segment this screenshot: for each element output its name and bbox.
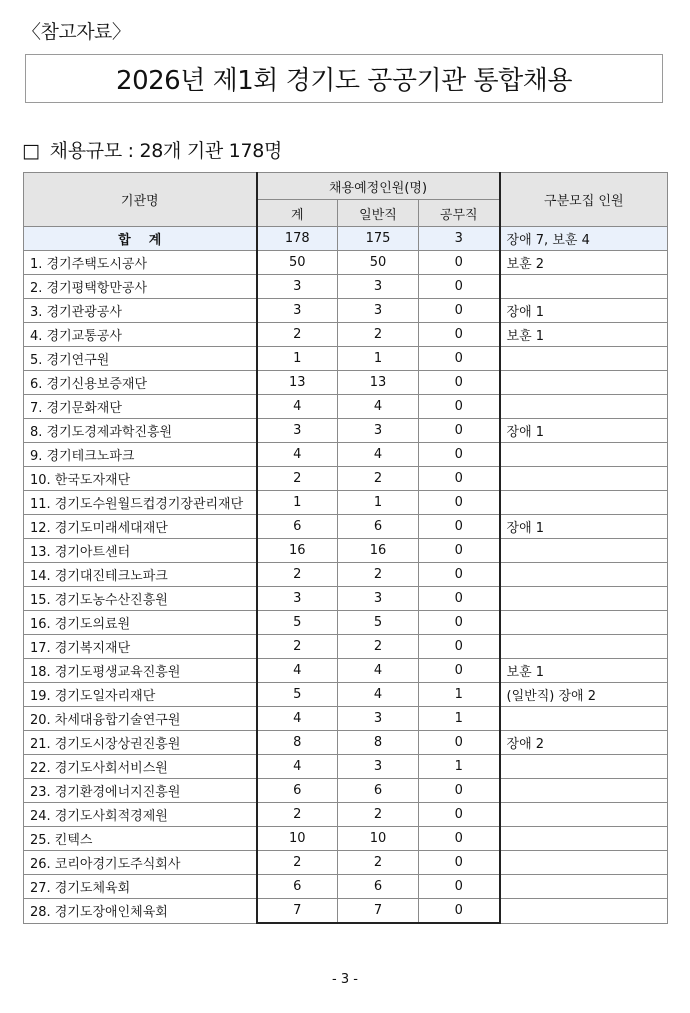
total-cell: 13 — [257, 371, 338, 395]
sum-special: 장애 7, 보훈 4 — [500, 227, 668, 251]
org-name-cell: 9. 경기테크노파크 — [24, 443, 257, 467]
table-row — [24, 875, 668, 899]
table-row — [24, 635, 668, 659]
official-cell: 0 — [419, 299, 500, 323]
table-row — [24, 899, 668, 924]
total-cell: 4 — [257, 443, 338, 467]
special-cell — [500, 563, 668, 587]
special-cell: 보훈 1 — [500, 659, 668, 683]
table-row — [24, 275, 668, 299]
org-name-cell: 27. 경기도체육회 — [24, 875, 257, 899]
general-cell: 2 — [338, 635, 419, 659]
org-name-cell: 8. 경기도경제과학진흥원 — [24, 419, 257, 443]
official-cell: 0 — [419, 899, 500, 924]
official-cell: 0 — [419, 731, 500, 755]
org-name-cell: 5. 경기연구원 — [24, 347, 257, 371]
general-cell: 6 — [338, 779, 419, 803]
org-name-cell: 26. 코리아경기도주식회사 — [24, 851, 257, 875]
official-cell: 0 — [419, 779, 500, 803]
table-row — [24, 851, 668, 875]
general-cell: 4 — [338, 683, 419, 707]
special-cell — [500, 803, 668, 827]
sum-official: 3 — [419, 227, 500, 251]
official-cell: 0 — [419, 539, 500, 563]
org-name-cell: 25. 킨텍스 — [24, 827, 257, 851]
reference-label: 〈참고자료〉 — [22, 21, 131, 43]
header-planned-hires: 채용예정인원(명) — [257, 173, 500, 200]
official-cell: 0 — [419, 323, 500, 347]
table-row — [24, 323, 668, 347]
table-row — [24, 827, 668, 851]
title-box — [25, 54, 663, 103]
page-number: - 3 - — [332, 972, 358, 987]
general-cell: 1 — [338, 491, 419, 515]
total-cell: 2 — [257, 851, 338, 875]
total-cell: 7 — [257, 899, 338, 924]
sum-total: 178 — [257, 227, 338, 251]
org-name-cell: 6. 경기신용보증재단 — [24, 371, 257, 395]
org-name-cell: 13. 경기아트센터 — [24, 539, 257, 563]
general-cell: 6 — [338, 515, 419, 539]
special-cell — [500, 899, 668, 924]
table-row — [24, 491, 668, 515]
org-name-cell: 18. 경기도평생교육진흥원 — [24, 659, 257, 683]
general-cell: 13 — [338, 371, 419, 395]
total-cell: 50 — [257, 251, 338, 275]
table-row — [24, 443, 668, 467]
table-row — [24, 611, 668, 635]
general-cell: 1 — [338, 347, 419, 371]
org-name-cell: 1. 경기주택도시공사 — [24, 251, 257, 275]
official-cell: 0 — [419, 419, 500, 443]
general-cell: 50 — [338, 251, 419, 275]
total-cell: 6 — [257, 515, 338, 539]
general-cell: 8 — [338, 731, 419, 755]
org-name-cell: 28. 경기도장애인체육회 — [24, 899, 257, 924]
org-name-cell: 2. 경기평택항만공사 — [24, 275, 257, 299]
special-cell: 보훈 2 — [500, 251, 668, 275]
org-name-cell: 19. 경기도일자리재단 — [24, 683, 257, 707]
total-cell: 3 — [257, 419, 338, 443]
table-row — [24, 563, 668, 587]
special-cell: 보훈 1 — [500, 323, 668, 347]
table-row — [24, 371, 668, 395]
checkbox-bullet-icon: □ — [22, 140, 40, 162]
header-org-name: 기관명 — [24, 173, 257, 227]
total-cell: 2 — [257, 467, 338, 491]
org-name-cell: 11. 경기도수원월드컵경기장관리재단 — [24, 491, 257, 515]
total-cell: 3 — [257, 299, 338, 323]
org-name-cell: 20. 차세대융합기술연구원 — [24, 707, 257, 731]
header-total: 계 — [257, 200, 338, 227]
general-cell: 5 — [338, 611, 419, 635]
total-cell: 2 — [257, 803, 338, 827]
official-cell: 0 — [419, 347, 500, 371]
special-cell — [500, 275, 668, 299]
special-cell — [500, 587, 668, 611]
general-cell: 2 — [338, 803, 419, 827]
special-cell — [500, 371, 668, 395]
general-cell: 3 — [338, 587, 419, 611]
org-name-cell: 16. 경기도의료원 — [24, 611, 257, 635]
table-row — [24, 467, 668, 491]
official-cell: 0 — [419, 827, 500, 851]
total-cell: 10 — [257, 827, 338, 851]
org-name-cell: 17. 경기복지재단 — [24, 635, 257, 659]
recruitment-table — [23, 172, 668, 924]
special-cell: 장애 1 — [500, 299, 668, 323]
total-cell: 16 — [257, 539, 338, 563]
official-cell: 1 — [419, 755, 500, 779]
table-row — [24, 731, 668, 755]
official-cell: 1 — [419, 683, 500, 707]
sum-row — [24, 227, 668, 251]
official-cell: 0 — [419, 635, 500, 659]
special-cell — [500, 467, 668, 491]
total-cell: 5 — [257, 683, 338, 707]
general-cell: 16 — [338, 539, 419, 563]
special-cell — [500, 611, 668, 635]
header-official: 공무직 — [419, 200, 500, 227]
official-cell: 0 — [419, 395, 500, 419]
org-name-cell: 15. 경기도농수산진흥원 — [24, 587, 257, 611]
total-cell: 6 — [257, 779, 338, 803]
special-cell — [500, 827, 668, 851]
general-cell: 4 — [338, 443, 419, 467]
org-name-cell: 21. 경기도시장상권진흥원 — [24, 731, 257, 755]
official-cell: 0 — [419, 443, 500, 467]
org-name-cell: 12. 경기도미래세대재단 — [24, 515, 257, 539]
total-cell: 4 — [257, 755, 338, 779]
recruitment-summary — [22, 136, 282, 163]
total-cell: 2 — [257, 635, 338, 659]
table-row — [24, 395, 668, 419]
official-cell: 0 — [419, 851, 500, 875]
org-name-cell: 7. 경기문화재단 — [24, 395, 257, 419]
special-cell: 장애 1 — [500, 419, 668, 443]
org-name-cell: 23. 경기환경에너지진흥원 — [24, 779, 257, 803]
official-cell: 1 — [419, 707, 500, 731]
table-row — [24, 755, 668, 779]
org-name-cell: 10. 한국도자재단 — [24, 467, 257, 491]
total-cell: 6 — [257, 875, 338, 899]
org-name-cell: 3. 경기관광공사 — [24, 299, 257, 323]
official-cell: 0 — [419, 371, 500, 395]
org-name-cell: 22. 경기도사회서비스원 — [24, 755, 257, 779]
total-cell: 4 — [257, 707, 338, 731]
special-cell — [500, 347, 668, 371]
official-cell: 0 — [419, 467, 500, 491]
summary-text: 채용규모 : 28개 기관 178명 — [49, 140, 283, 162]
sum-label: 합 계 — [24, 227, 257, 251]
general-cell: 2 — [338, 323, 419, 347]
general-cell: 4 — [338, 659, 419, 683]
special-cell — [500, 707, 668, 731]
sum-general: 175 — [338, 227, 419, 251]
total-cell: 2 — [257, 323, 338, 347]
table-row — [24, 515, 668, 539]
general-cell: 2 — [338, 563, 419, 587]
total-cell: 1 — [257, 347, 338, 371]
general-cell: 3 — [338, 275, 419, 299]
table-row — [24, 299, 668, 323]
official-cell: 0 — [419, 611, 500, 635]
general-cell: 3 — [338, 707, 419, 731]
table-row — [24, 347, 668, 371]
official-cell: 0 — [419, 587, 500, 611]
page-title: 2026년 제1회 경기도 공공기관 통합채용 — [116, 66, 572, 96]
special-cell: 장애 2 — [500, 731, 668, 755]
table-row — [24, 683, 668, 707]
special-cell — [500, 875, 668, 899]
header-general: 일반직 — [338, 200, 419, 227]
general-cell: 7 — [338, 899, 419, 924]
total-cell: 1 — [257, 491, 338, 515]
total-cell: 2 — [257, 563, 338, 587]
org-name-cell: 4. 경기교통공사 — [24, 323, 257, 347]
total-cell: 3 — [257, 587, 338, 611]
special-cell — [500, 491, 668, 515]
official-cell: 0 — [419, 251, 500, 275]
total-cell: 4 — [257, 659, 338, 683]
general-cell: 3 — [338, 755, 419, 779]
general-cell: 2 — [338, 467, 419, 491]
special-cell — [500, 539, 668, 563]
general-cell: 2 — [338, 851, 419, 875]
special-cell: 장애 1 — [500, 515, 668, 539]
total-cell: 8 — [257, 731, 338, 755]
general-cell: 4 — [338, 395, 419, 419]
general-cell: 10 — [338, 827, 419, 851]
general-cell: 3 — [338, 299, 419, 323]
header-special-recruitment: 구분모집 인원 — [500, 173, 668, 227]
official-cell: 0 — [419, 491, 500, 515]
total-cell: 5 — [257, 611, 338, 635]
special-cell — [500, 395, 668, 419]
table-row — [24, 419, 668, 443]
special-cell — [500, 755, 668, 779]
table-row — [24, 251, 668, 275]
special-cell: (일반직) 장애 2 — [500, 683, 668, 707]
official-cell: 0 — [419, 515, 500, 539]
official-cell: 0 — [419, 803, 500, 827]
general-cell: 6 — [338, 875, 419, 899]
table-row — [24, 707, 668, 731]
table-row — [24, 659, 668, 683]
special-cell — [500, 851, 668, 875]
total-cell: 3 — [257, 275, 338, 299]
table-row — [24, 539, 668, 563]
general-cell: 3 — [338, 419, 419, 443]
table-row — [24, 779, 668, 803]
special-cell — [500, 443, 668, 467]
org-name-cell: 24. 경기도사회적경제원 — [24, 803, 257, 827]
official-cell: 0 — [419, 275, 500, 299]
official-cell: 0 — [419, 563, 500, 587]
table-row — [24, 587, 668, 611]
total-cell: 4 — [257, 395, 338, 419]
special-cell — [500, 635, 668, 659]
table-row — [24, 803, 668, 827]
org-name-cell: 14. 경기대진테크노파크 — [24, 563, 257, 587]
official-cell: 0 — [419, 659, 500, 683]
official-cell: 0 — [419, 875, 500, 899]
special-cell — [500, 779, 668, 803]
